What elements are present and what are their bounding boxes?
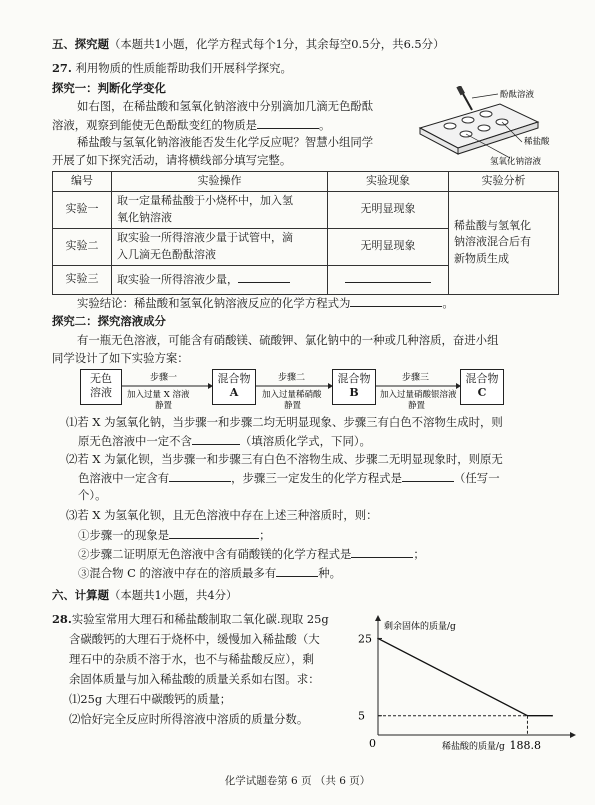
answer-blank[interactable] — [345, 270, 431, 283]
q27-intro — [52, 60, 292, 77]
mix-line: 混合物 — [337, 372, 371, 385]
analysis-line: 新物质生成 — [454, 251, 509, 265]
step1-label: 步骤一 — [150, 373, 178, 383]
op-line: 取一定量稀盐酸于小烧杯中，加入氢 — [117, 194, 293, 207]
x-axis-arrow-icon — [570, 732, 576, 738]
p1-line-b-text: 溶液，观察到能使无色酚酞变红的物质是 — [52, 118, 258, 132]
row-id: 实验一 — [53, 191, 112, 228]
y-tick-label: 25 — [358, 632, 372, 646]
p1-line-a: 如右图，在稀盐酸和氢氧化钠溶液中分别滴加几滴无色酚酞 — [77, 99, 374, 113]
step1-sub: 静置 — [155, 401, 173, 410]
q1-line-b — [78, 432, 371, 450]
q27-number: 27. — [52, 61, 72, 75]
step3-sub: 加入过量硝酸银溶液 — [380, 390, 457, 400]
page-footer: 化学试题卷第 6 页 （共 6 页） — [224, 775, 371, 787]
conclusion-end: 。 — [442, 296, 454, 310]
answer-blank[interactable] — [238, 270, 290, 283]
arrow-icon — [376, 383, 461, 389]
row-id: 实验三 — [53, 265, 112, 294]
col-header-analysis: 实验分析 — [449, 172, 559, 192]
row-phenomenon: 无明显现象 — [328, 191, 449, 228]
step2-label: 步骤二 — [278, 373, 306, 383]
flow-start-line: 无色 — [90, 372, 112, 385]
answer-blank[interactable] — [169, 469, 231, 482]
col-header-id: 编号 — [53, 172, 112, 192]
mix-line: C — [477, 385, 487, 399]
mass-chart — [350, 615, 580, 755]
row-operation — [112, 265, 328, 294]
q3-2-line — [78, 545, 425, 563]
q28-text: 实验室常用大理石和稀盐酸制取二氧化碳.现取 25g — [71, 612, 329, 626]
table-header-row — [53, 172, 559, 192]
q28-sub-1: ⑴25g 大理石中碳酸钙的质量； — [69, 692, 232, 706]
experiment-table — [52, 171, 559, 295]
section-6-title: 六、计算题 — [52, 588, 109, 602]
q28-number: 28. — [52, 612, 72, 626]
row-phenomenon — [328, 265, 449, 294]
q2-line-b-text: 色溶液中一定含有 — [78, 471, 170, 485]
analysis-line: 钠溶液混合后有 — [454, 235, 531, 249]
fig-label-hcl: 稀盐酸 — [524, 137, 550, 147]
chart-marks — [358, 632, 553, 752]
answer-blank[interactable] — [351, 545, 413, 558]
part1-title: 探究一：判断化学变化 — [52, 81, 166, 95]
conclusion-text: 实验结论：稀盐酸和氢氧化钠溶液反应的化学方程式为 — [77, 296, 351, 310]
step2-sub: 加入过量稀硝酸 — [262, 390, 322, 400]
op-line: 取实验一所得溶液少量， — [117, 273, 238, 287]
y-axis-arrow-icon — [375, 615, 381, 621]
p1-line-b-end: 。 — [319, 118, 331, 132]
q3-1-text: ①步骤一的现象是 — [78, 528, 170, 542]
arrow-icon — [256, 383, 333, 389]
section-5-header — [52, 36, 444, 53]
mix-line: 混合物 — [465, 372, 499, 385]
op-line: 取实验一所得溶液少量于试管中，滴 — [117, 231, 293, 244]
row-operation — [112, 191, 328, 228]
q2-line-a: ⑵若 X 为氯化钡，当步骤一和步骤三有白色不溶物生成、步骤二无明显现象时，则原无 — [66, 452, 503, 466]
q3-3-text: ③混合物 C 的溶液中存在的溶质最多有 — [78, 566, 277, 580]
answer-blank[interactable] — [350, 294, 442, 307]
row-id: 实验二 — [53, 228, 112, 265]
q3-line: ⑶若 X 为氢氧化钡，且无色溶液中存在上述三种溶质时，则： — [66, 508, 378, 522]
col-header-operation: 实验操作 — [112, 172, 328, 192]
p2-line-b: 开展了如下探究活动，请将横线部分填写完整。 — [52, 153, 292, 167]
q1-line-b-text: 原无色溶液中一定不含 — [78, 434, 192, 448]
flow-arrows — [0, 360, 595, 410]
section-5-note: （本题共1小题，化学方程式每个1分，其余每空0.5分，共6.5分） — [108, 37, 445, 51]
op-line: 氧化钠溶液 — [117, 210, 172, 224]
q28-line-1 — [52, 611, 329, 628]
q2-line-b-end: （任写一 — [454, 471, 500, 485]
mix-line: B — [349, 385, 359, 399]
section-5-title: 五、探究题 — [52, 37, 109, 51]
answer-blank[interactable] — [402, 469, 454, 482]
spot-plate — [420, 104, 538, 154]
data-point — [551, 715, 553, 717]
section-6-note: （本题共1小题，共4分） — [108, 588, 238, 602]
q3-2-end: ； — [413, 547, 425, 561]
p2-line-a: 稀盐酸与氢氧化钠溶液能否发生化学反应呢？智慧小组同学 — [77, 135, 374, 149]
step3-label: 步骤三 — [402, 373, 430, 383]
answer-blank[interactable] — [169, 526, 259, 539]
step3-sub: 静置 — [408, 401, 426, 410]
fig-label-phenolphthalein: 酚酞溶液 — [500, 90, 535, 100]
y-axis-label: 剩余固体的质量/g — [384, 622, 456, 632]
q3-2-text: ②步骤二证明原无色溶液中含有硝酸镁的化学方程式是 — [78, 547, 352, 561]
x-tick-label: 188.8 — [509, 739, 541, 752]
mix-line: A — [229, 385, 239, 399]
q3-1-line — [78, 526, 271, 544]
answer-blank[interactable] — [192, 432, 240, 445]
q28-line-4: 余固体质量与加入稀盐酸的质量关系如右图。求： — [69, 672, 320, 686]
q2-line-c: 个）。 — [78, 488, 107, 502]
conclusion-line — [77, 294, 454, 312]
q1-line-b-end: （填溶质化学式，下同）。 — [239, 434, 371, 448]
arrow-icon — [122, 383, 213, 389]
series-line — [378, 638, 552, 715]
mix-line: 混合物 — [217, 372, 251, 385]
q2-line-b-mid: ，步骤三一定发生的化学方程式是 — [231, 471, 403, 485]
p3-line-b: 同学设计了如下实验方案： — [52, 351, 189, 365]
y-tick-label: 5 — [358, 709, 365, 723]
col-header-phenomenon: 实验现象 — [328, 172, 449, 192]
row-phenomenon: 无明显现象 — [328, 228, 449, 265]
step2-sub: 静置 — [284, 401, 302, 410]
table-row — [53, 191, 559, 228]
flow-start-line: 溶液 — [90, 385, 112, 399]
origin-label: 0 — [369, 737, 376, 750]
q3-3-end: 种。 — [318, 566, 342, 580]
q28-sub-2: ⑵恰好完全反应时所得溶液中溶质的质量分数。 — [69, 712, 309, 726]
p3-line-a: 有一瓶无色溶液，可能含有硝酸镁、硫酸钾、氯化钠中的一种或几种溶质，奋进小组 — [77, 333, 499, 347]
part2-title: 探究二：探究溶液成分 — [52, 314, 166, 328]
q27-intro-text: 利用物质的性质能帮助我们开展科学探究。 — [75, 61, 292, 75]
q1-line-a: ⑴若 X 为氢氧化钠，当步骤一和步骤二均无明显现象、步骤三有白色不溶物生成时，则 — [66, 415, 503, 429]
q2-line-b — [78, 469, 500, 487]
p1-line-b — [52, 116, 330, 134]
dropper-icon — [456, 86, 472, 110]
x-axis-label: 稀盐酸的质量/g — [442, 742, 505, 752]
answer-blank[interactable] — [276, 564, 318, 577]
op-line: 入几滴无色酚酞溶液 — [117, 247, 216, 261]
fig-label-naoh: 氢氧化钠溶液 — [490, 157, 542, 166]
q28-line-3: 理石中的杂质不溶于水，也不与稀盐酸反应），剩 — [69, 652, 314, 666]
q3-1-end: ； — [259, 528, 271, 542]
analysis-cell — [449, 191, 559, 294]
q28-line-2: 含碳酸钙的大理石于烧杯中，缓慢加入稀盐酸（大 — [69, 632, 320, 646]
analysis-line: 稀盐酸与氢氧化 — [454, 218, 531, 232]
section-6-header — [52, 587, 237, 604]
spot-plate-figure — [410, 86, 570, 166]
step1-sub: 加入过量 X 溶液 — [127, 390, 190, 400]
answer-blank[interactable] — [257, 116, 319, 129]
q3-3-line — [78, 564, 341, 582]
row-operation — [112, 228, 328, 265]
